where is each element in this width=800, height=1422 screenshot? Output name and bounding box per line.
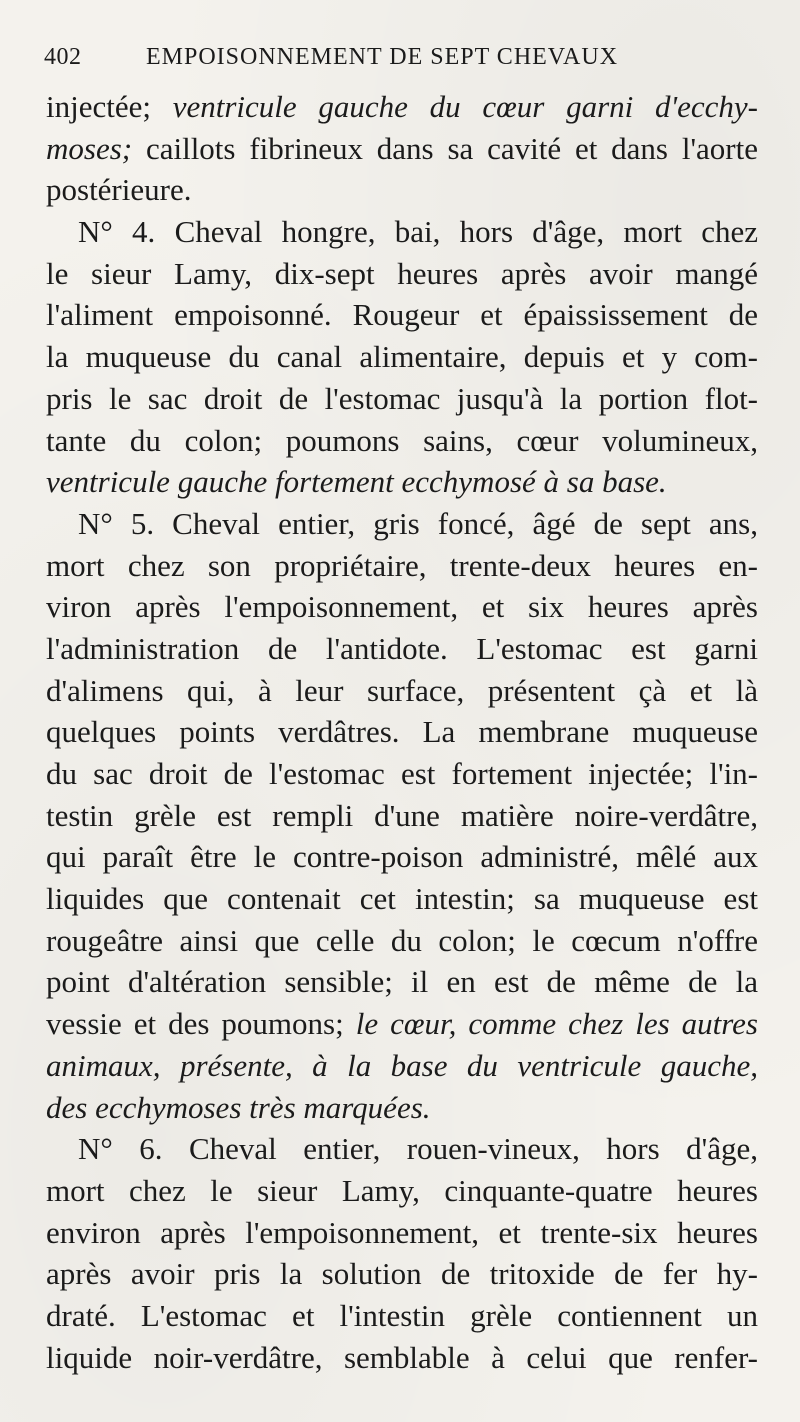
text-line bbox=[46, 1003, 758, 1045]
text-line bbox=[46, 753, 758, 795]
text-line bbox=[46, 795, 758, 837]
page-header bbox=[44, 44, 754, 84]
text-line bbox=[46, 878, 758, 920]
running-title: EMPOISONNEMENT DE SEPT CHEVAUX bbox=[146, 44, 619, 70]
text-line bbox=[46, 711, 758, 753]
line-segment: testin grèle est rempli d'une matière noire-verdâtre, bbox=[46, 797, 758, 833]
line-segment: injectée; bbox=[46, 89, 173, 124]
text-line bbox=[46, 461, 758, 503]
line-segment: caillots fibrineux dans sa cavité et dans l'aorte bbox=[132, 130, 758, 166]
line-segment: le sieur Lamy, dix-sept heures après avoir mangé bbox=[46, 255, 758, 291]
text-line bbox=[46, 1295, 758, 1337]
line-segment: postérieure. bbox=[46, 172, 192, 208]
text-line bbox=[46, 1128, 758, 1170]
line-segment: N° 5. Cheval entier, gris foncé, âgé de sept ans, bbox=[78, 505, 758, 541]
text-line bbox=[46, 128, 758, 170]
line-segment: tante du colon; poumons sains, cœur volumineux, bbox=[46, 422, 758, 458]
text-line bbox=[46, 420, 758, 462]
line-segment-italic: ventricule gauche fortement ecchymosé à sa base. bbox=[46, 464, 667, 500]
line-segment-italic: animaux, présente, à la base du ventricule gauche, bbox=[46, 1047, 758, 1083]
line-segment-italic: le cœur, comme chez les autres bbox=[355, 1006, 758, 1042]
text-line bbox=[46, 920, 758, 962]
line-segment: mort chez le sieur Lamy, cinquante-quatre heures bbox=[46, 1172, 758, 1208]
line-segment: N° 4. Cheval hongre, bai, hors d'âge, mort chez bbox=[78, 214, 758, 250]
text-line bbox=[46, 503, 758, 545]
line-segment: après avoir pris la solution de tritoxide de fer hy- bbox=[46, 1256, 758, 1292]
line-segment: l'administration de l'antidote. L'estomac est garni bbox=[46, 630, 758, 666]
line-segment-italic: des ecchymoses très marquées. bbox=[46, 1089, 431, 1125]
line-segment: point d'altération sensible; il en est de même de la bbox=[46, 964, 758, 1000]
line-segment: liquide noir-verdâtre, semblable à celui que renfer- bbox=[46, 1339, 758, 1375]
text-line bbox=[46, 1045, 758, 1087]
line-segment-italic: moses; bbox=[46, 130, 133, 166]
text-line bbox=[46, 211, 758, 253]
text-line bbox=[46, 1337, 758, 1379]
line-segment: draté. L'estomac et l'intestin grèle contiennent un bbox=[46, 1297, 758, 1333]
line-segment: pris le sac droit de l'estomac jusqu'à la portion flot- bbox=[46, 380, 758, 416]
text-line bbox=[46, 253, 758, 295]
line-segment: N° 6. Cheval entier, rouen-vineux, hors d'âge, bbox=[78, 1131, 758, 1167]
line-segment: vessie et des poumons; bbox=[46, 1006, 356, 1042]
page-number: 402 bbox=[44, 44, 82, 70]
text-line bbox=[46, 1253, 758, 1295]
text-line bbox=[46, 169, 758, 211]
text-line bbox=[46, 836, 758, 878]
line-segment: l'aliment empoisonné. Rougeur et épaississement de bbox=[46, 297, 758, 333]
text-line bbox=[46, 336, 758, 378]
text-line bbox=[46, 294, 758, 336]
text-line bbox=[46, 378, 758, 420]
line-segment: viron après l'empoisonnement, et six heures après bbox=[46, 589, 758, 625]
line-segment: du sac droit de l'estomac est fortement injectée; l'in- bbox=[46, 756, 758, 791]
line-segment: liquides que contenait cet intestin; sa muqueuse est bbox=[46, 881, 758, 917]
line-segment: rougeâtre ainsi que celle du colon; le cœcum n'offre bbox=[46, 922, 758, 958]
text-line bbox=[46, 1212, 758, 1254]
text-line bbox=[46, 586, 758, 628]
line-segment: quelques points verdâtres. La membrane muqueuse bbox=[46, 714, 758, 750]
text-line bbox=[46, 1087, 758, 1129]
text-line bbox=[46, 1170, 758, 1212]
line-segment: la muqueuse du canal alimentaire, depuis et y com- bbox=[46, 339, 758, 375]
line-segment: mort chez son propriétaire, trente-deux heures en- bbox=[46, 547, 758, 583]
line-segment: environ après l'empoisonnement, et trente-six heures bbox=[46, 1214, 758, 1250]
body-text bbox=[46, 86, 758, 1378]
line-segment: qui paraît être le contre-poison administré, mêlé aux bbox=[46, 839, 758, 875]
text-line bbox=[46, 628, 758, 670]
line-segment-italic: ventricule gauche du cœur garni d'ecchy- bbox=[172, 89, 758, 124]
line-segment: d'alimens qui, à leur surface, présentent çà et là bbox=[46, 672, 758, 708]
text-line bbox=[46, 86, 758, 128]
text-line bbox=[46, 670, 758, 712]
text-line bbox=[46, 961, 758, 1003]
text-line bbox=[46, 545, 758, 587]
